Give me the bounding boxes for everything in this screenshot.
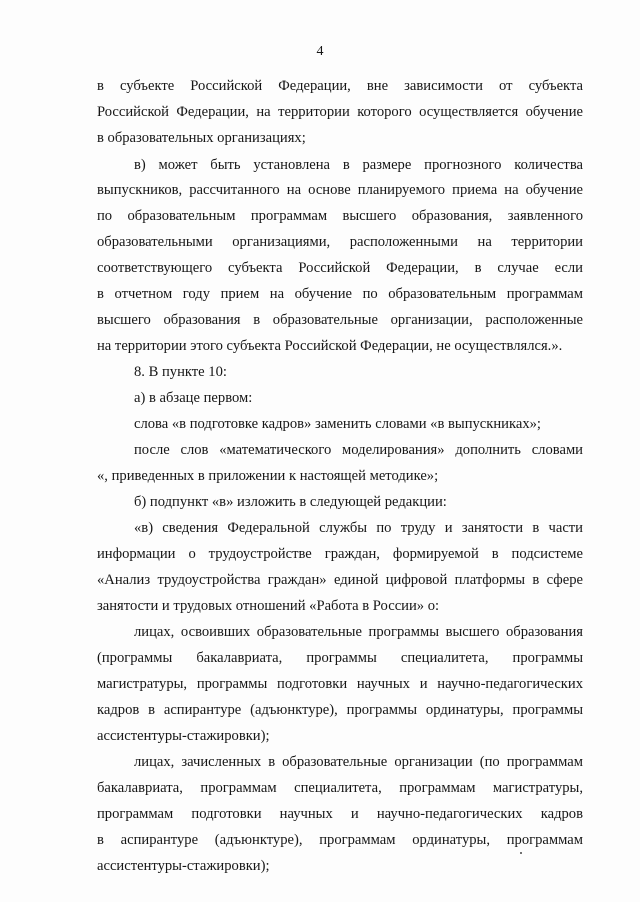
text-line: в аспирантуре (адъюнктуре), программам ординатуры, программам (97, 832, 583, 848)
text-line: в субъекте Российской Федерации, вне зависимости от субъекта (97, 78, 583, 94)
text-line: после слов «математического моделирования» дополнить словами (134, 442, 583, 458)
text-line: «, приведенных в приложении к настоящей методике»; (97, 468, 439, 484)
text-line: программам подготовки научных и научно-педагогических кадров (97, 806, 583, 822)
text-line: лицах, зачисленных в образовательные организации (по программам (134, 754, 583, 770)
text-line: выпускников, рассчитанного на основе планируемого приема на обучение (97, 182, 583, 198)
text-line: образовательными организациями, расположенными на территории (97, 234, 583, 250)
text-line: на территории этого субъекта Российской Федерации, не осуществлялся.». (97, 338, 563, 354)
text-line: бакалавриата, программам специалитета, программам магистратуры, (97, 780, 583, 796)
text-line: магистратуры, программы подготовки научных и научно-педагогических (97, 676, 583, 692)
text-line: ассистентуры-стажировки); (97, 858, 270, 874)
text-line: занятости и трудовых отношений «Работа в России» о: (97, 598, 440, 614)
text-line: «в) сведения Федеральной службы по труду и занятости в части (134, 520, 583, 536)
text-line: в отчетном году прием на обучение по образовательным программам (97, 286, 583, 302)
text-line: соответствующего субъекта Российской Федерации, в случае если (97, 260, 583, 276)
text-line: кадров в аспирантуре (адъюнктуре), программы ординатуры, программы (97, 702, 583, 718)
page-number: 4 (316, 44, 324, 59)
text-line: информации о трудоустройстве граждан, формируемой в подсистеме (97, 546, 583, 562)
text-line: лицах, освоивших образовательные программы высшего образования (134, 624, 583, 640)
text-line: а) в абзаце первом: (134, 390, 253, 406)
text-line: б) подпункт «в» изложить в следующей редакции: (134, 494, 447, 510)
text-line: 8. В пункте 10: (134, 364, 227, 380)
text-line: слова «в подготовке кадров» заменить словами «в выпускниках»; (134, 416, 541, 432)
text-line: в) может быть установлена в размере прогнозного количества (134, 157, 583, 173)
scan-speck (520, 852, 522, 854)
text-line: в образовательных организациях; (97, 130, 306, 146)
text-line: высшего образования в образовательные организации, расположенные (97, 312, 583, 328)
text-line: (программы бакалавриата, программы специалитета, программы (97, 650, 583, 666)
text-line: ассистентуры-стажировки); (97, 728, 270, 744)
text-line: по образовательным программам высшего образования, заявленного (97, 208, 583, 224)
text-line: «Анализ трудоустройства граждан» единой цифровой платформы в сфере (97, 572, 583, 588)
text-line: Российской Федерации, на территории которого осуществляется обучение (97, 104, 583, 120)
